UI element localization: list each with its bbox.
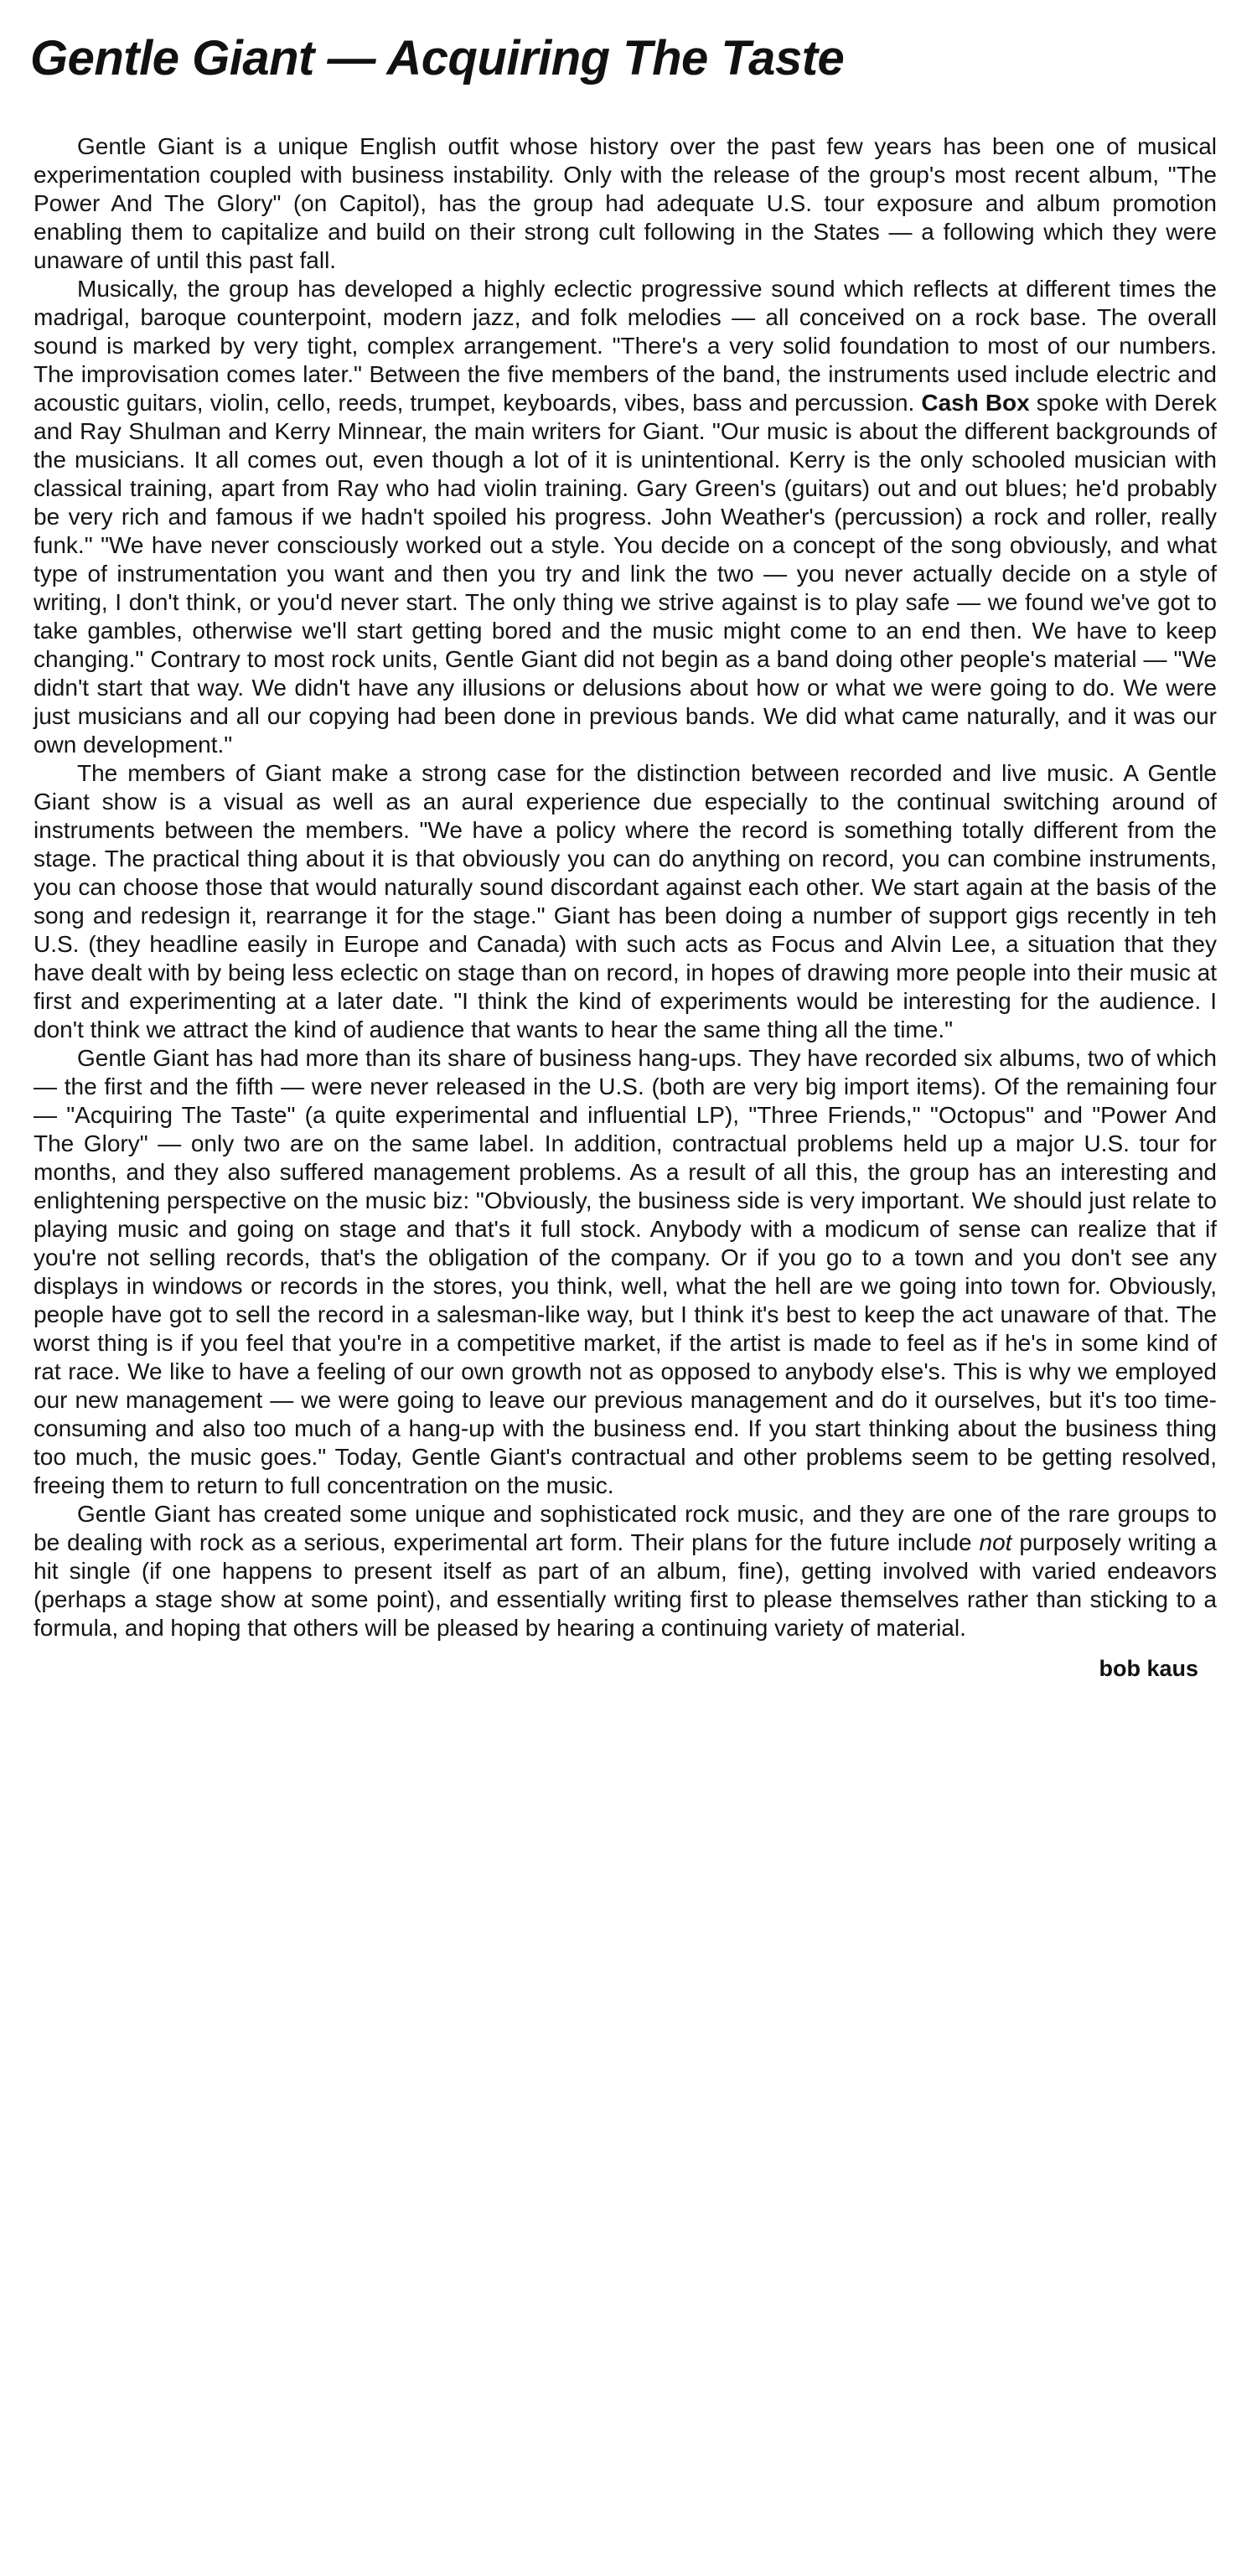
article-headline: Gentle Giant — Acquiring The Taste [30, 31, 845, 85]
paragraph-text: Musically, the group has developed a highly eclectic progressive sound which reflects at different times the madrigal, baroque counterpoint, modern jazz, and folk melodies — all conceived on a rock base. The overall sound is marked by very tight, complex arrangement. "There's a very solid foundation to most of our numbers. The improvisation comes later." Between the five members of the band, the instruments used include electric and acoustic guitars, violin, cello, reeds, trumpet, keyboards, vibes, bass and percussion. [34, 275, 1217, 416]
article-paragraph: Gentle Giant is a unique English outfit whose history over the past few years has been one of musical experimentation coupled with business instability. Only with the release of the group's most recent album, "The Power And The Glory" (on Capitol), has the group had adequate U.S. tour exposure and album promotion enabling them to capitalize and build on their strong cult following in the States — a following which they were unaware of until this past fall. [34, 132, 1217, 273]
article-paragraph: The members of Giant make a strong case for the distinction between recorded and live music. A Gentle Giant show is a visual as well as an aural experience due especially to the continual switching around of instruments between the members. "We have a policy where the record is something totally different from the stage. The practical thing about it is that obviously you can do anything on record, you can combine instruments, you can choose those that would naturally sound discordant against each other. We start again at the basis of the song and redesign it, rearrange it for the stage." Giant has been doing a number of support gigs recently in teh U.S. (they headline easily in Europe and Canada) with such acts as Focus and Alvin Lee, a situation that they have dealt with by being less eclectic on stage than on record, in hopes of drawing more people into their music at first and experimenting at a later date. "I think the kind of experiments would be interesting for the audience. I don't think we attract the kind of audience that wants to hear the same thing all the time." [34, 759, 1217, 1042]
emphasis-text: not [979, 1529, 1012, 1555]
paragraph-text: purposely writing a hit single (if one happens to present itself as part of an album, fine), getting involved with varied endeavors (perhaps a stage show at some point), and essentially writing first to please themselves rather than sticking to a formula, and hoping that others will be pleased by hearing a continuing variety of material. [34, 1529, 1217, 1641]
author-byline: bob kaus [1099, 1655, 1198, 1681]
article-paragraph [34, 275, 1217, 759]
article-paragraph: Gentle Giant has had more than its share of business hang-ups. They have recorded six albums, two of which — the first and the fifth — were never released in the U.S. (both are very big import items). Of the remaining four — "Acquiring The Taste" (a quite experimental and influential LP), "Three Friends," "Octopus" and "Power And The Glory" — only two are on the same label. In addition, contractual problems held up a major U.S. tour for months, and they also suffered management problems. As a result of all this, the group has an interesting and enlightening perspective on the music biz: "Obviously, the business side is very important. We should just relate to playing music and going on stage and that's it full stock. Anybody with a modicum of sense can realize that if you're not selling records, that's the obligation of the company. Or if you go to a town and you don't see any displays in windows or records in the stores, you think, well, what the hell are we going into town for. Obviously, people have got to sell the record in a salesman-like way, but I think it's best to keep the act unaware of that. The worst thing is if you feel that you're in a competitive market, if the artist is made to feel as if he's in some kind of rat race. We like to have a feeling of our own growth not as opposed to anybody else's. This is why we employed our new management — we were going to leave our previous management and do it ourselves, but it's too time-consuming and also too much of a hang-up with the business end. If you start thinking about the business thing too much, the music goes." Today, Gentle Giant's contractual and other problems seem to be getting resolved, freeing them to return to full concentration on the music. [34, 1044, 1217, 1498]
article-body [30, 132, 1225, 1682]
paragraph-text: spoke with Derek and Ray Shulman and Kerry Minnear, the main writers for Giant. "Our music is about the different backgrounds of the musicians. It all comes out, even though a lot of it is unintentional. Kerry is the only schooled musician with classical training, apart from Ray who had violin training. Gary Green's (guitars) out and out blues; he'd probably be very rich and famous if we hadn't spoiled his progress. John Weather's (percussion) a rock and roller, really funk." "We have never consciously worked out a style. You decide on a concept of the song obviously, and what type of instrumentation you want and then you try and link the two — you never actually decide on a style of writing, I don't think, or you'd never start. The only thing we strive against is to play safe — we found we've got to take gambles, otherwise we'll start getting bored and the music might come to an end then. We have to keep changing." Contrary to most rock units, Gentle Giant did not begin as a band doing other people's material — "We didn't start that way. We didn't have any illusions or delusions about how or what we were going to do. We were just musicians and all our copying had been done in previous bands. We did what came naturally, and it was our own development." [34, 389, 1217, 758]
article-paragraph [34, 1500, 1217, 1642]
publication-name: Cash Box [921, 389, 1030, 416]
paragraph-text: Gentle Giant has created some unique and sophisticated rock music, and they are one of the rare groups to be dealing with rock as a serious, experimental art form. Their plans for the future include [34, 1500, 1217, 1555]
